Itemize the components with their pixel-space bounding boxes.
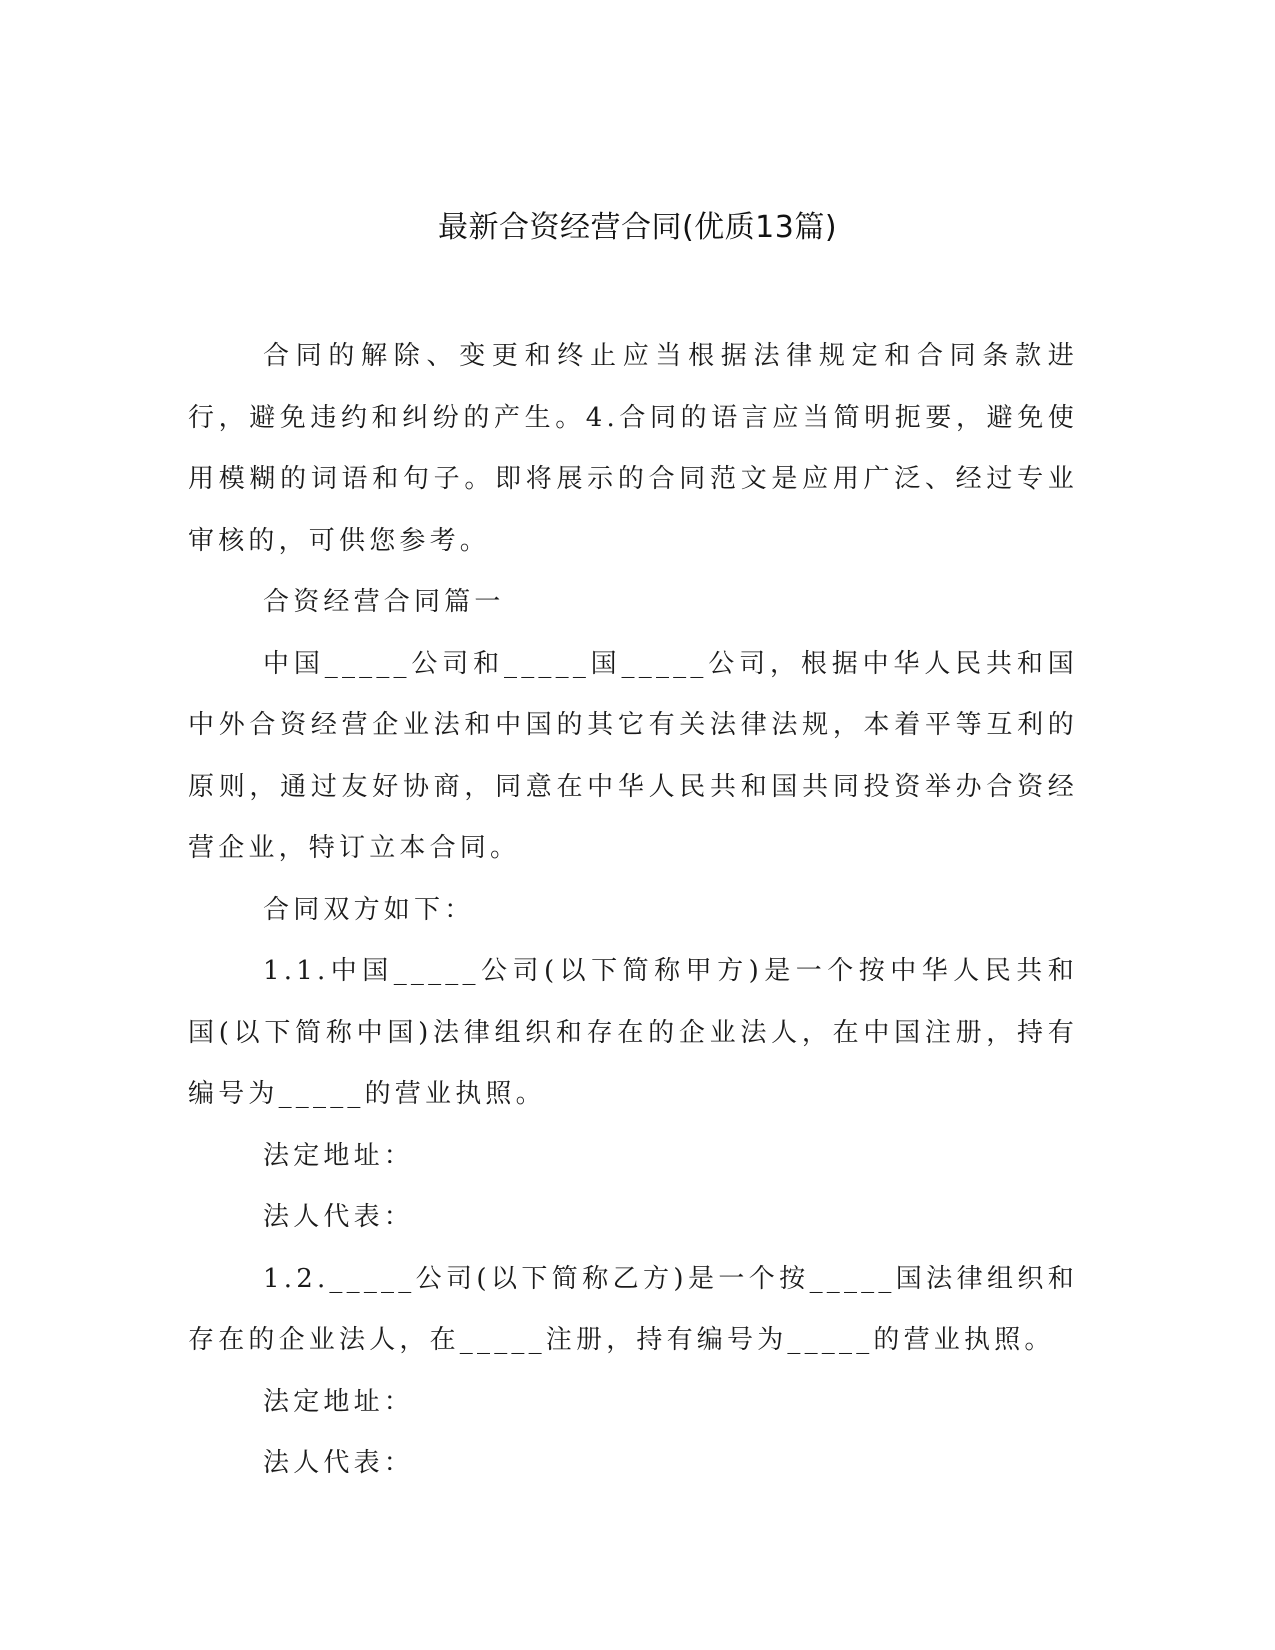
section-heading: 合资经营合同篇一 [263,587,505,617]
party-b-representative-label: 法人代表： [263,1448,415,1478]
intro-paragraph: 合同的解除、变更和终止应当根据法律规定和合同条款进行，避免违约和纠纷的产生。4.合同的语言应当简明扼要，避免使用模糊的词语和句子。即将展示的合同范文是应用广泛、经过专业审核的，可供您参考。 [188,341,1078,556]
party-a-paragraph: 1.1.中国_____公司(以下简称甲方)是一个按中华人民共和国(以下简称中国)法律组织和存在的企业法人，在中国注册，持有编号为_____的营业执照。 [188,956,1078,1109]
party-a-address-label: 法定地址： [263,1140,415,1171]
document-title: 最新合资经营合同(优质13篇) [437,210,838,245]
party-a-representative-label: 法人代表： [263,1202,415,1232]
preamble-paragraph: 中国_____公司和_____国_____公司，根据中华人民共和国中外合资经营企业法和中国的其它有关法律法规，本着平等互利的原则，通过友好协商，同意在中华人民共和国共同投资举办合资经营企业，特订立本合同。 [188,648,1078,863]
document-body [188,326,1078,1495]
parties-heading: 合同双方如下： [263,894,475,925]
party-b-address-label: 法定地址： [263,1386,415,1417]
party-b-paragraph: 1.2._____公司(以下简称乙方)是一个按_____国法律组织和存在的企业法人，在_____注册，持有编号为_____的营业执照。 [188,1263,1078,1355]
